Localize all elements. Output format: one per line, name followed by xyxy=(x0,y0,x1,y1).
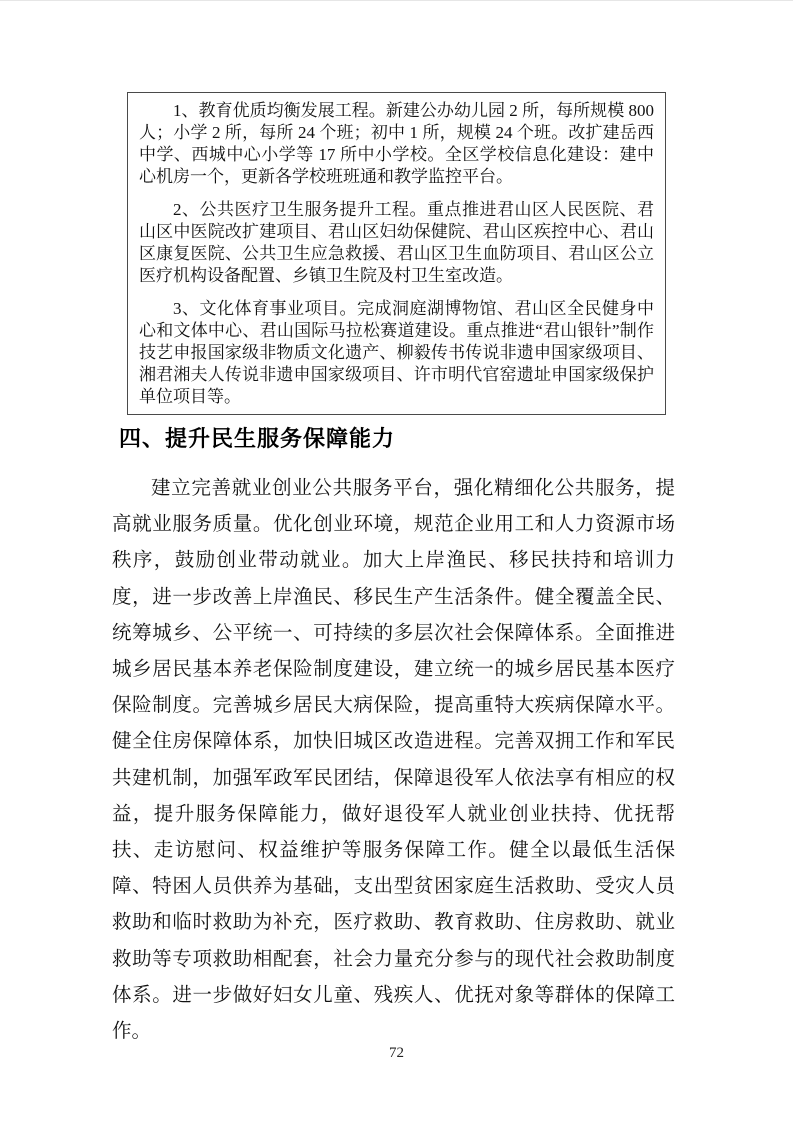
box-paragraph-education: 1、教育优质均衡发展工程。新建公办幼儿园 2 所，每所规模 800 人；小学 2 所，每所 24 个班；初中 1 所，规模 24 个班。改扩建岳西中学、西城中心小学等 17 所中小学校。全区学校信息化建设：建中心机房一个，更新各学校班班通和教学监控平台。 xyxy=(139,101,654,186)
project-list-box xyxy=(127,92,666,415)
section-body-paragraph: 建立完善就业创业公共服务平台，强化精细化公共服务，提高就业服务质量。优化创业环境，规范企业用工和人力资源市场秩序，鼓励创业带动就业。加大上岸渔民、移民扶持和培训力度，进一步改善上岸渔民、移民生产生活条件。健全覆盖全民、统筹城乡、公平统一、可持续的多层次社会保障体系。全面推进城乡居民基本养老保险制度建设，建立统一的城乡居民基本医疗保险制度。完善城乡居民大病保险，提高重特大疾病保障水平。健全住房保障体系，加快旧城区改造进程。完善双拥工作和军民共建机制，加强军政军民团结，保障退役军人依法享有相应的权益，提升服务保障能力，做好退役军人就业创业扶持、优抚帮扶、走访慰问、权益维护等服务保障工作。健全以最低生活保障、特困人员供养为基础，支出型贫困家庭生活救助、受灾人员救助和临时救助为补充，医疗救助、教育救助、住房救助、就业救助等专项救助相配套，社会力量充分参与的现代社会救助制度体系。进一步做好妇女儿童、残疾人、优抚对象等群体的保障工作。 xyxy=(112,478,675,1043)
section-heading: 四、提升民生服务保障能力 xyxy=(119,426,396,451)
box-paragraph-public-health: 2、公共医疗卫生服务提升工程。重点推进君山区人民医院、君山区中医院改扩建项目、君山区妇幼保健院、君山区疾控中心、君山区康复医院、公共卫生应急救援、君山区卫生血防项目、君山区公立医疗机构设备配置、乡镇卫生院及村卫生室改造。 xyxy=(139,200,654,285)
page-number: 72 xyxy=(389,1045,404,1061)
box-paragraph-culture-sports: 3、文化体育事业项目。完成洞庭湖博物馆、君山区全民健身中心和文体中心、君山国际马拉松赛道建设。重点推进“君山银针”制作技艺申报国家级非物质文化遗产、柳毅传书传说非遗申国家级项目、湘君湘夫人传说非遗申国家级项目、许市明代官窑遗址申国家级保护单位项目等。 xyxy=(139,299,654,406)
